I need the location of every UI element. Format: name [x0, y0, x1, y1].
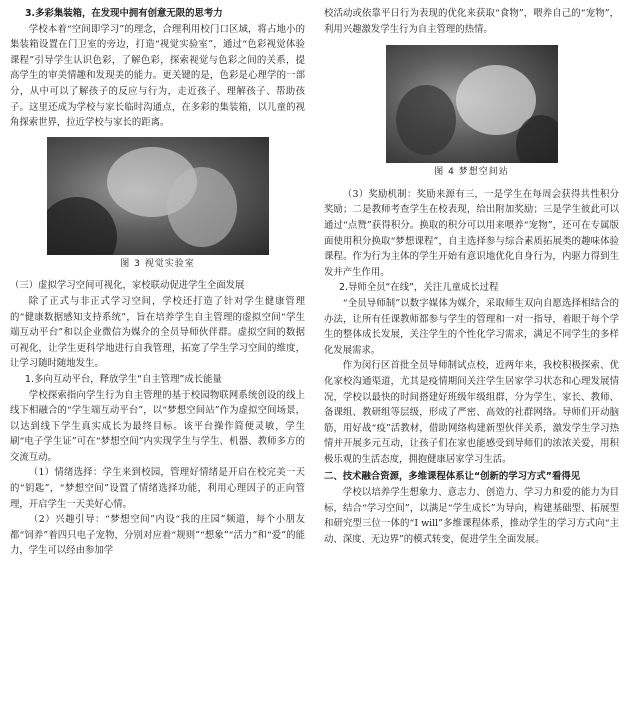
- photo-region: [396, 85, 456, 155]
- section-heading-2: 二、技术融合资源，多维课程体系让“创新的学习方式”看得见: [324, 471, 581, 483]
- paragraph: （2）兴趣引导：“梦想空间”内设“我的庄园”频道，每个小朋友都“饲养”着四只电子宠物，分别对应着“规则”“想象”“活力”和“爱”的能力，学生可以经由参加学: [10, 514, 305, 557]
- photo-region: [47, 197, 117, 255]
- paragraph: （3）奖励机制：奖励来源有三，一是学生在每周会获得共性积分奖励；二是教师考查学生在校表现，给出附加奖励；三是学生彼此可以通过“点赞”获得积分。换取的积分可以用来喂养“宠物”，还可在专属版面使用积分换取“梦想课程”，自主选择参与综合素质拓展类的趣味体验课程。作为行为主体的学生开始有意识地优化自身行为，内驱力得到生发并产生作用。: [324, 188, 619, 278]
- paragraph: 作为闵行区首批全员导师制试点校，近两年来，我校积极探索、优化家校沟通渠道，尤其是疫情期间关注学生居家学习状态和心理发展情况，学校以最快的时间搭建好班级年级组群，分为学生、家长、教师、备课组、教研组等层级，形成了严密、高效的社群网络。导师们开动脑筋，用好战“疫”活教材，借助网络构建新型伙伴关系，激发学生学习热情并开展多元互动，让孩子们在家也能感受到导师们的浓浓关爱，用积极乐观的生活态度，拥抱健康居家学习生活。: [324, 360, 619, 465]
- figure-3-photo: [47, 137, 269, 255]
- section-heading-3: 3.多彩集装箱，在发现中拥有创意无限的思考力: [25, 8, 223, 19]
- figure-4-caption: 图 4 梦想空间站: [434, 167, 509, 178]
- left-column: [10, 6, 305, 559]
- paragraph: “全员导师制”以数字媒体为媒介，采取师生双向自愿选择相结合的办法，让所有任课教师都参与学生的管理和一对一指导，着眼于每个学生的整体成长发展，关注学生的个性化学习需求，满足不同学生的多样化发展需求。: [324, 297, 619, 356]
- paragraph: 校活动或依靠平日行为表现的优化来获取“食物”，喂养自己的“宠物”，利用兴趣激发学生行为自主管理的热情。: [324, 8, 619, 35]
- figure-3-caption: 图 3 视觉实验室: [120, 258, 195, 269]
- right-column: [324, 6, 619, 547]
- paragraph: 学校探索指向学生行为自主管理的基于校园物联网系统创设的线上线下相融合的“学生端互动平台”，以“梦想空间站”作为虚拟空间场景，以达到线下学生真实成长为最终目标。该平台操作简便灵敏，学生刷“电子学生证”可在“梦想空间”内实现学生与学生、机器、教师多方的交流互动。: [10, 389, 305, 463]
- subheading-1: 1.多向互动平台，释放学生“自主管理”成长能量: [25, 373, 222, 385]
- subsection-heading: （三）虚拟学习空间可视化，家校联动促进学生全面发展: [10, 280, 245, 292]
- paragraph: 学校以培养学生想象力、意志力、创造力、学习力和爱的能力为目标，结合“学习空间”，以满足“学生成长”为导向，构建基础型、拓展型和研究型三位一体的“I will”多维课程体系，推动学生的学习方式向“主动、深度、无边界”的模式转变，促进学生全面发展。: [324, 487, 619, 545]
- figure-4-photo: [386, 45, 558, 163]
- paragraph: 学校本着“空间即学习”的理念，合理利用校门口区域，将占地小的集装箱设置在门卫室的旁边，打造“视觉实验室”，通过“色彩视觉体验课程”引导学生认识色彩，了解色彩，探索视觉与色彩之间的关系，提高学生的审美情趣和发现美的能力。更关键的是，色彩是心理学的一部分，从中可以了解孩子的反应与行为，走近孩子、理解孩子、帮助孩子。这里还成为学校与家长临时沟通点，在多彩的集装箱，以儿童的视角探索世界，拉近学校与家长的距离。: [10, 23, 305, 129]
- subheading-2: 2.导师全员“在线”，关注儿童成长过程: [339, 282, 499, 294]
- photo-region: [167, 167, 237, 247]
- paragraph: 除了正式与非正式学习空间，学校还打造了针对学生健康管理的“健康数据感知支持系统”，旨在培养学生自主管理的虚拟空间“学生端互动平台”和以企业微信为媒介的全员导师伙伴群。虚拟空间的数据可视化，让学生更科学地进行自我管理，拓宽了学生学习空间的维度，让学习随时随地发生。: [10, 295, 305, 370]
- paragraph: （1）情绪选择：学生来到校园，管理好情绪是开启在校完美一天的“钥匙”，“梦想空间”设置了情绪选择功能，利用心理因子的正向管理，开启学生一天美好心情。: [10, 467, 305, 510]
